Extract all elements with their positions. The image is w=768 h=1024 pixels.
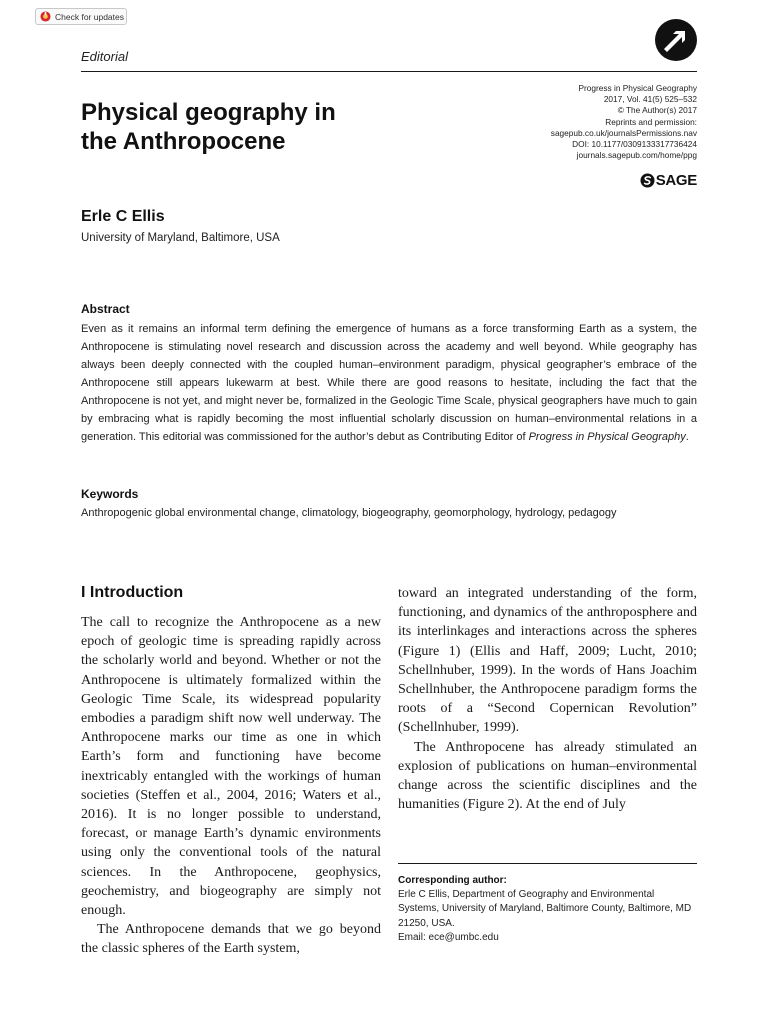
sage-s-icon: [640, 173, 655, 188]
crossmark-icon: [40, 11, 51, 22]
corresponding-author-heading: Corresponding author:: [398, 875, 507, 886]
check-for-updates-label: Check for updates: [55, 11, 124, 22]
keywords-heading: Keywords: [81, 487, 139, 501]
body-column-right: [398, 584, 697, 814]
corresponding-author-note: [398, 874, 697, 945]
paragraph: toward an integrated understanding of the form, functioning, and dynamics of the anthroposphere and its interlinkages and interactions across the spheres (Figure 1) (Ellis and Haff, 2009; Lucht, 2010; Schellnhuber, 1999). In the words of Hans Joachim Schellnhuber, the Anthropocene paradigm forms the roots of a “Second Copernican Revolution” (Schellnhuber, 1999).: [398, 586, 697, 736]
journal-name: Progress in Physical Geography: [578, 83, 697, 93]
abstract-text: Even as it remains an informal term defining the emergence of humans as a force transforming Earth as a system, the Anthropocene is stimulating novel research and discussion across the academy and well beyond. While geography has always been deeply connected with the coupled human–environment paradigm, physical geographer’s embrace of the Anthropocene still appears lukewarm at best. While there are good reasons to hesitate, including the fact that the Anthropocene is not yet, and might never be, formalized in the Geologic Time Scale, physical geographers have much to gain by embracing what is rapidly becoming the most influential scholarly discussion on human–environmental relations in a generation. This editorial was commissioned for the author’s debut as Contributing Editor of: [81, 323, 697, 443]
author-affiliation: University of Maryland, Baltimore, USA: [81, 232, 280, 244]
doi-link[interactable]: DOI: 10.1177/0309133317736424: [572, 139, 697, 150]
corresponding-author-address: Erle C Ellis, Department of Geography and Environmental Systems, University of Maryland, Baltimore County, Baltimore, MD 21250, USA.: [398, 889, 692, 929]
keywords-list: Anthropogenic global environmental change, climatology, biogeography, geomorphology, hydrology, pedagogy: [81, 507, 617, 519]
arrow-upright-icon: [655, 19, 697, 61]
body-column-left: [81, 613, 381, 959]
abstract-body: [81, 320, 697, 446]
article-title-line-2: the Anthropocene: [81, 128, 286, 155]
copyright-line: © The Author(s) 2017: [617, 105, 697, 116]
journal-volume: 2017, Vol. 41(5) 525–532: [603, 94, 697, 105]
footnote-divider: [398, 863, 697, 864]
corresponding-author-email[interactable]: Email: ece@umbc.edu: [398, 931, 499, 943]
sage-logo: [620, 171, 697, 189]
permissions-link[interactable]: sagepub.co.uk/journalsPermissions.nav: [550, 127, 697, 138]
paragraph: The Anthropocene demands that we go beyond the classic spheres of the Earth system,: [81, 922, 381, 957]
article-title: [81, 98, 411, 156]
article-title-line-1: Physical geography in: [81, 99, 336, 126]
journal-metadata: [440, 83, 697, 161]
journal-homepage-link[interactable]: journals.sagepub.com/home/ppg: [576, 150, 697, 161]
abstract-heading: Abstract: [81, 302, 130, 316]
reprints-line: Reprints and permission:: [605, 116, 697, 127]
section-label: Editorial: [81, 49, 128, 64]
author-name: Erle C Ellis: [81, 208, 165, 225]
header-divider: [81, 71, 697, 72]
paragraph: The call to recognize the Anthropocene as a new epoch of geologic time is spreading rapidly across the scholarly world and beyond. Whether or not the Anthropocene is ultimately formalized within the Geologic Time Scale, its widespread popularity embodies a paradigm shift now well underway. The Anthropocene marks our time as one in which Earth’s form and functioning have become inextricably entangled with the workings of human societies (Steffen et al., 2004, 2016; Waters et al., 2016). It is no longer possible to understand, forecast, or manage Earth’s dynamic environments using only the conventional tools of the natural sciences. In the Anthropocene, geophysics, geochemistry, and biogeography are simply not enough.: [81, 615, 381, 919]
paragraph: The Anthropocene has already stimulated an explosion of publications on human–environmental change across the scientific disciplines and the humanities (Figure 2). At the end of July: [398, 739, 697, 813]
sage-wordmark: SAGE: [655, 171, 697, 189]
abstract-journal-name: Progress in Physical Geography: [528, 431, 686, 443]
abstract-end: .: [685, 431, 689, 443]
section-heading-introduction: I Introduction: [81, 584, 184, 601]
check-for-updates-button[interactable]: [35, 8, 127, 25]
